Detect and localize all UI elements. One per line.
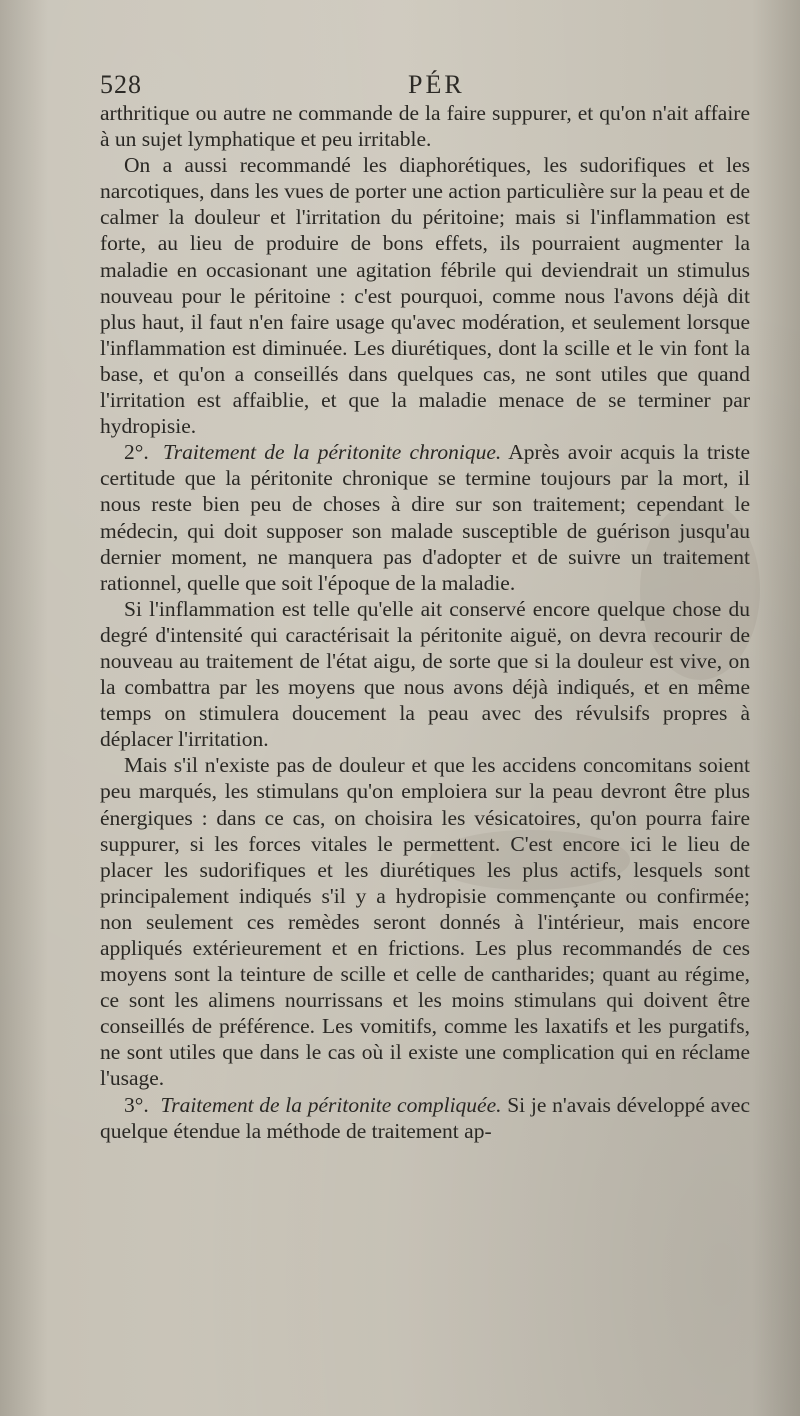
paragraph-text: Si l'inflammation est telle qu'elle ait conservé encore quelque chose du degré d'intensité qui caractérisait la péritonite aiguë, on devra recourir de nouveau au traitement de l'état aigu, de sorte que si la douleur est vive, on la combattra par les moyens que nous avons déjà indiqués, et en même temps on stimulera doucement la peau avec des révulsifs propres à déplacer l'irritation. (100, 596, 750, 752)
running-head: PÉR (408, 70, 465, 99)
paragraph-text: Après avoir acquis la triste certitude que la péritonite chronique se termine toujours par la mort, il nous reste bien peu de choses à dire sur son traitement; cependant le médecin, qui doit supposer son malade susceptible de guérison jusqu'au dernier moment, ne manquera pas d'adopter et de suivre un traitement rationnel, quelle que soit l'époque de la maladie. (100, 440, 750, 595)
section-heading: Traitement de la péritonite compliquée. (160, 1092, 502, 1117)
paragraph-text: arthritique ou autre ne commande de la faire suppurer, et qu'on n'ait affaire à un sujet lymphatique et peu irritable. (100, 101, 750, 152)
page-number: 528 (100, 70, 142, 99)
section-heading: Traitement de la péritonite chronique. (162, 440, 502, 465)
section-number: 3°. (124, 1092, 149, 1117)
section-paragraph (100, 1092, 750, 1144)
paragraph (100, 152, 750, 439)
paragraph-text: Mais s'il n'existe pas de douleur et que les accidens concomitans soient peu marqués, les stimulans qu'on emploiera sur la peau devront être plus énergiques : dans ce cas, on choisira les vésicatoires, qu'on pourra faire suppurer, si les forces vitales le permettent. C'est encore ici le lieu de placer les sudorifiques et les diurétiques les plus actifs, lesquels sont principalement indiqués s'il y a hydropisie commençante ou confirmée; non seulement ces remèdes seront donnés à l'intérieur, mais encore appliqués extérieurement et en frictions. Les plus recommandés de ces moyens sont la teinture de scille et celle de cantharides; quant au régime, ce sont les alimens nourrissans et les moins stimulans qui doivent être conseillés de préférence. Les vomitifs, comme les laxatifs et les purgatifs, ne sont utiles que dans le cas où il existe une complication qui en réclame l'usage. (100, 753, 750, 1091)
page-header (100, 70, 750, 102)
section-paragraph (100, 439, 750, 596)
body-text (100, 100, 750, 1144)
paragraph (100, 100, 750, 152)
paragraph (100, 752, 750, 1091)
paragraph-text: On a aussi recommandé les diaphorétiques, les sudorifiques et les narcotiques, dans les vues de porter une action particulière sur la peau et de calmer la douleur et l'irritation du péritoine; mais si l'inflammation est forte, au lieu de produire de bons effets, ils pourraient augmenter la maladie en occasionant une agitation fébrile qui deviendrait un stimulus nouveau pour le péritoine : c'est pourquoi, comme nous l'avons déjà dit plus haut, il faut n'en faire usage qu'avec modération, et seulement lorsque l'inflammation est diminuée. Les diurétiques, dont la scille et le vin font la base, et qu'on a conseillés dans quelques cas, ne sont utiles que quand l'irritation est affaiblie, et que la maladie menace de se terminer par hydropisie. (100, 153, 750, 439)
paragraph-text: Si je n'avais développé avec quelque étendue la méthode de traitement ap- (100, 1092, 751, 1143)
section-number: 2°. (124, 440, 149, 465)
paragraph (100, 596, 750, 753)
